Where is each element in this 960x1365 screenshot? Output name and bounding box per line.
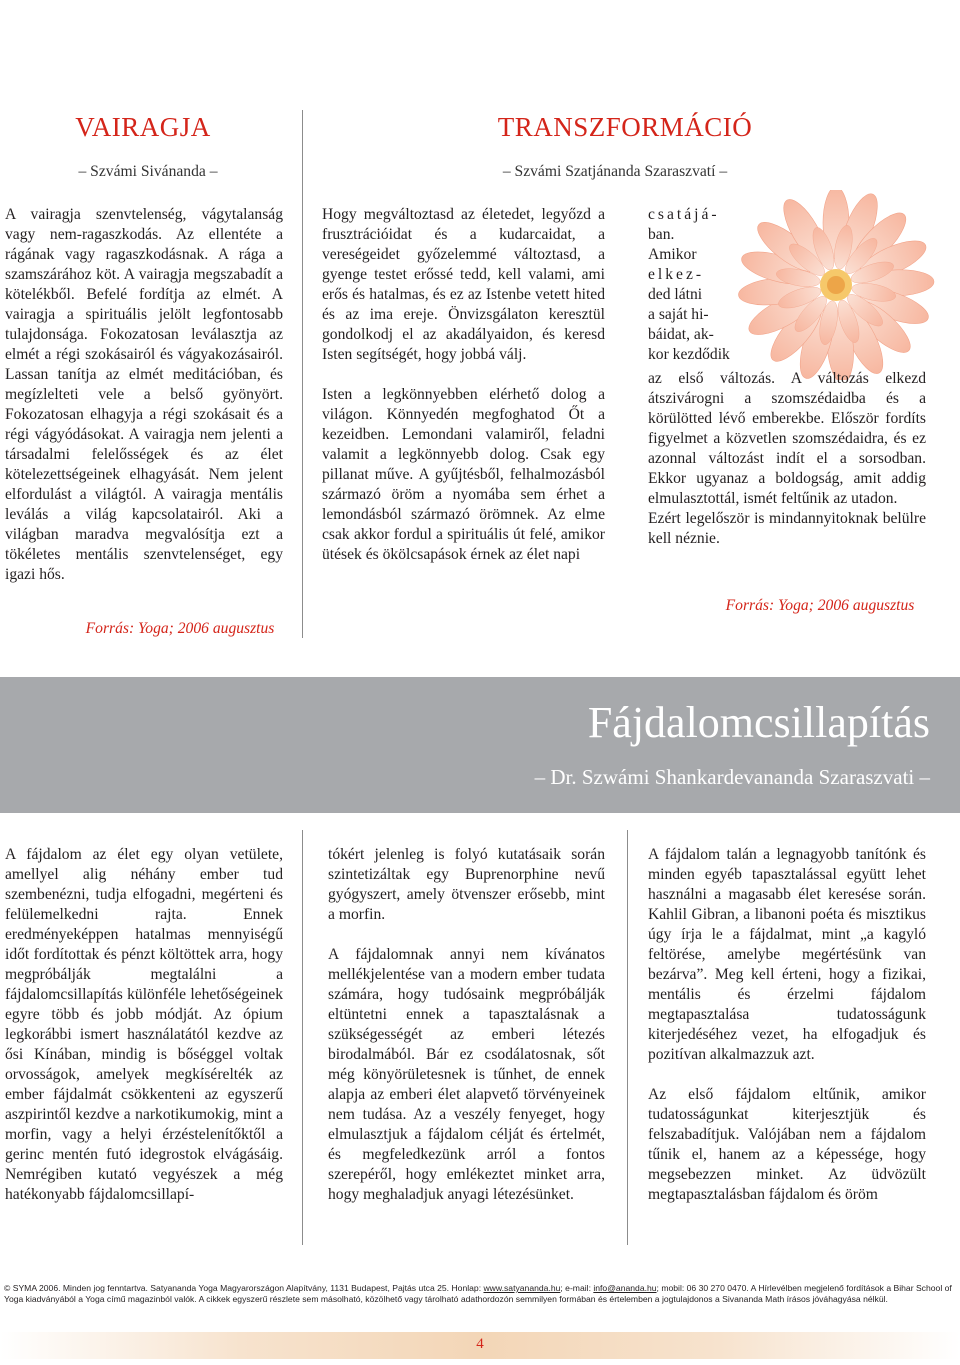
fajdalom-col3-p1: A fájdalom talán a legnagyobb tanítónk és minden egyéb tapasztalással együtt lehet használni a magasabb élet keresése során. Kahlil Gibran, a libanoni poéta és misztikus úgy írja le a fájdalmat, mint „a kagyló feltörése, amelybe megértésünk van bezárva”. Meg kell érteni, hogy a fizikai, mentális és érzelmi fájdalom megtapasztalása tudatosságunk kiterjedéséhez vezet, ha elfogadjuk és pozitívan alkalmazzuk azt. [648, 846, 926, 1063]
transzformacio-col3-rest: az első változás. A változás elkezd átszivárogni a szomszédaidba és a körülötted lévő emberekbe. Először fordíts figyelmet a közvetlen szomszédaidra, és ez azonnal változást indít el a sorsodban. Ekkor ugyanaz a boldogság, amit addig elmulasztottál, ismét feltűnik az utadon. [648, 370, 926, 507]
footer-rest: ; mobil: 06 30 270 0470. A Hírlevélben megjelenő fordítások a Bihar School of Yoga kiadványából a Yoga című magazinból valók. A cikkek egyszerű részlete sem másolható, közölhető vagy tárolható adathordozón semmilyen formában és értelemben a jogtulajdonos a Sivananda Math írásos jóváhagyása nélkül. [4, 1283, 952, 1304]
footer-email-label: ; e-mail: [560, 1283, 594, 1293]
wrap-line-2: ban. [648, 226, 675, 243]
vairagja-header [0, 112, 286, 143]
wrap-line-1: csatájá- [648, 206, 720, 223]
transzformacio-col3-last: Ezért legelőször is mindannyitoknak belülre kell néznie. [648, 510, 926, 547]
fajdalom-col2-p2: A fájdalomnak annyi nem kívánatos mellékjelentése van a modern ember tudata számára, hogy tudósaink megpróbálják eltüntetni ennek a tapasztalásnak a szükségességét az emberi létezés birodalmából. Bár ez csodálatosnak, sőt még könyörületesnek is tűnhet, de ennek alapja az emberi élet alapvető törvényeinek nem tudása. Az a veszély fenyeget, hogy elmulasztjuk a fájdalom célját és értelmét, és megfeledkezünk arról a fontos szerepéről, hogy emlékeztet minket arra, hogy meghaladjuk anyagi létezésünket. [328, 946, 605, 1203]
wrap-line-6: a saját hi- [648, 306, 709, 323]
wrap-line-5: ded látni [648, 286, 703, 303]
fajdalom-col3-p2: Az első fájdalom eltűnik, amikor tudatosságunkat kiterjesztjük és felszabadítjuk. Valójában nem a fájdalom tűnik el, hanem az a képessége, hogy megsebezzen minket. Az üdvözült megtapasztalásban fájdalom és öröm [648, 1086, 926, 1203]
transzformacio-title: TRANSZFORMÁCIÓ [497, 112, 753, 142]
transzformacio-author: – Szvámi Szatjánanda Szaraszvatí – [502, 163, 728, 180]
footer-legal [4, 1283, 956, 1305]
lotus-flower-image [711, 190, 960, 380]
transzformacio-col3 [648, 369, 926, 549]
vairagja-body [5, 205, 283, 585]
transzformacio-para1: Hogy megváltoztasd az életedet, legyőzd a frusztrációidat és a kudarcaidat, a vereségeidet győzelemmé változtasd, a gyenge testet erőssé tedd, kell valami, ami erős és hatalmas, és ez az Istenbe vetett hited és az ima ereje. Önvizsgálaton keresztül gondolkodj el az akadályaidon, és keresd Isten segítségét, hogy jobbá válj. [322, 206, 605, 363]
fajdalom-col2 [328, 845, 605, 1205]
website-link[interactable]: www.satyananda.hu [483, 1283, 561, 1293]
fajdalom-title: Fájdalomcsillapítás [587, 698, 930, 747]
fajdalom-col2-p1: tókért jelenleg is folyó kutatásaik során szintetizáltak egy Buprenorphine nevű gyógyszert, amely ötvenszer erősebb, mint a morfin. [328, 846, 605, 923]
transzformacio-header [320, 112, 930, 143]
footer-copyright: © SYMA 2006. Minden jog fenntartva. Satyananda Yoga Magyarországon Alapítvány, 1131 Budapest, Pajtás utca 25. Honlap: [4, 1283, 484, 1293]
wrap-line-3: Amikor [648, 246, 697, 263]
email-link[interactable]: info@ananda.hu [593, 1283, 657, 1293]
bottom-divider-2 [627, 830, 628, 1245]
wrap-line-7: báidat, ak- [648, 326, 714, 343]
vairagja-title: VAIRAGJA [75, 112, 211, 142]
transzformacio-source: Forrás: Yoga; 2006 augusztus [725, 597, 915, 614]
vairagja-source: Forrás: Yoga; 2006 augusztus [85, 620, 275, 637]
wrap-line-8: kor kezdődik [648, 346, 730, 363]
top-column-divider [302, 110, 303, 638]
page-number: 4 [476, 1336, 484, 1352]
fajdalom-author: – Dr. Szwámi Shankardevananda Szaraszvati – [534, 765, 930, 789]
fajdalom-col1 [5, 845, 283, 1205]
transzformacio-col2 [322, 205, 605, 565]
wrap-line-4: elkez- [648, 266, 705, 283]
fajdalom-col3 [648, 845, 926, 1205]
transzformacio-para2: Isten a legkönnyebben elérhető dolog a világon. Könnyedén megfoghatod Őt a kezeidben. Lemondani valamiről, feladni valamit a legkönnyebb dolog. Csak egy pillanat műve. A gyűjtésből, felhalmozásból származó öröm a nyomába sem érhet a lemondásból származó örömnek. Az elme csak akkor fordul a spirituális út felé, amikor ütések és ökölcsapások érnek az élet napi [322, 386, 605, 563]
fajdalom-col1-text: A fájdalom az élet egy olyan vetülete, amellyel alig néhány ember tud szembenézni, tudja elfogadni, megérteni és felülemelkedni rajta. Ennek eredményeképpen hatalmas mennyiségű időt fordítottak és pénzt költöttek arra, hogy megpróbálják megtalálni a fájdalomcsillapítás különféle lehetőségeinek egyre több és jobb módját. Az ópium legkorábbi ismert használatától kezdve az ősi Kínában, mindig is bőséggel voltak orvosságok, amelyek megkísérelték az ember fájdalmát csökkenteni az egyszerű aszpirintől kezdve a narkotikumokig, mint a morfin, vagy a helyi érzéstelenítőktől a gerinc mentén futó idegrostok elvágásáig. Nemrégiben kutató vegyészek a még hatékonyabb fájdalomcsillapí- [5, 846, 283, 1203]
vairagja-author: – Szvámi Sivánanda – [78, 163, 218, 180]
bottom-divider-1 [302, 830, 303, 1245]
transzformacio-col3-wrap [648, 205, 730, 365]
vairagja-text: A vairagja szenvtelenség, vágytalanság vagy nem-ragaszkodás. Az ellentéte a rágának vagy ragaszkodásnak. A rága a szamszárához köt. A vairagja megszabadít a kötelékből. Befelé fordítja az elmét. A vairagja a spirituális jelölt legfontosabb tulajdonsága. Fokozatosan leválasztja az elmét a régi szokásairól és vágyakozásairól. Lassan tanítja az elmét meditációban, és megízlelteti vele a belső gyönyört. Fokozatosan elhagyja a régi szokásait és a régi vágyódásokat. A vairagja nem jelenti a társadalmi felelősségek és az élet kötelezettségeinek elhagyását. Nem jelent elfordulást a világtól. A vairagja mentális leválás a világ kapcsolatairól. Aki a világban maradva megvalósítja ezt a tökéletes mentális szenvtelenséget, egy igazi hős. [5, 206, 283, 583]
